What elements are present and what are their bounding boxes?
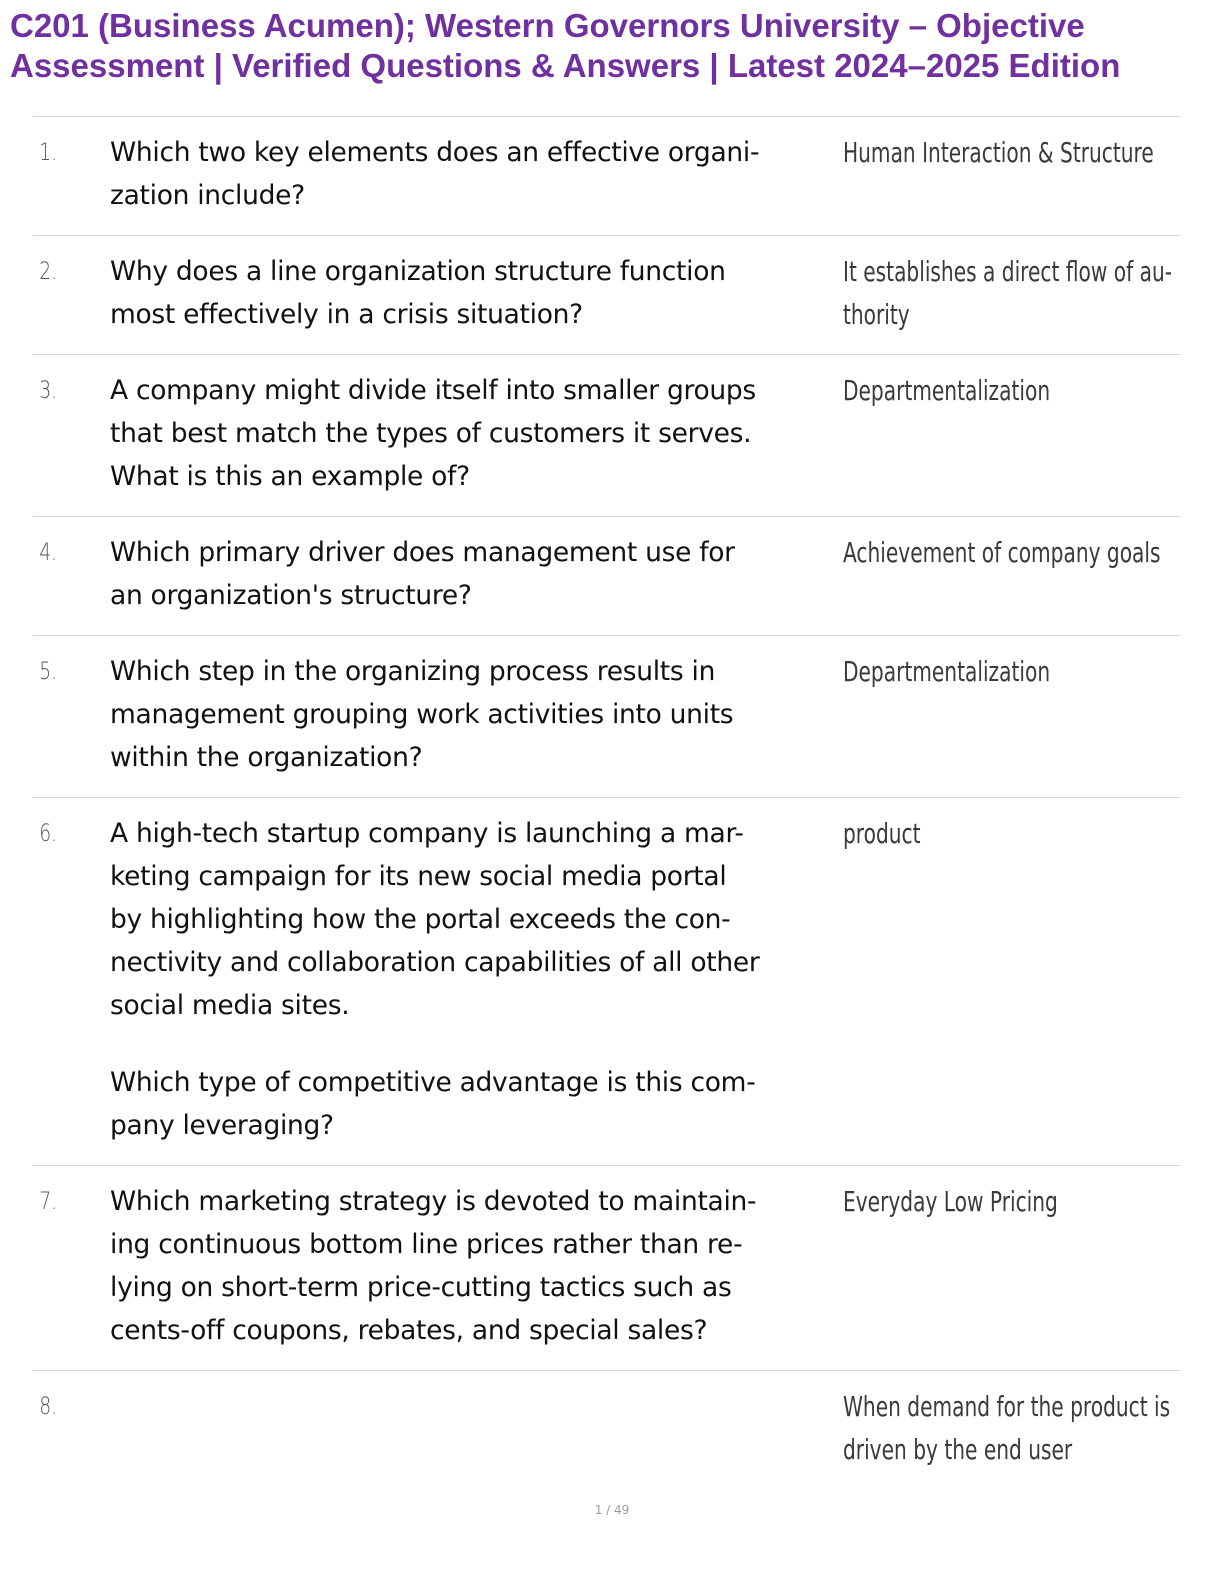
answer-line: thority [843,298,910,331]
question-line: A company might divide itself into smaller groups [110,375,756,406]
question-line: A high-tech startup company is launching a mar- [110,818,744,849]
question-line: cents-off coupons, rebates, and special sales? [110,1315,708,1346]
qa-item-5 [33,636,1181,798]
question-line: management grouping work activities into units [110,699,734,730]
question-text [110,131,843,217]
question-text [110,369,843,498]
question-text [110,650,843,779]
answer-line: Human Interaction & Structure [843,136,1154,169]
question-line: What is this an example of? [110,461,470,492]
answer-line: When demand for the product is [843,1390,1171,1423]
answer-text [843,131,1224,217]
question-line: Which primary driver does management use for [110,537,735,568]
qa-list [33,116,1181,1471]
question-line: Which marketing strategy is devoted to maintain- [110,1186,757,1217]
question-line: ing continuous bottom line prices rather than re- [110,1229,743,1260]
answer-line: Departmentalization [843,655,1051,688]
question-line: within the organization? [110,742,423,773]
answer-text [843,369,1181,498]
question-text [110,1180,843,1352]
qa-item-8 [33,1371,1181,1471]
answer-text [843,531,1224,617]
qa-item-3 [33,355,1181,517]
question-followup-line: pany leveraging? [110,1110,334,1141]
answer-text [843,1385,1224,1471]
answer-line: driven by the end user [843,1433,1073,1466]
answer-line: Departmentalization [843,374,1051,407]
answer-text [843,650,1181,779]
question-line: zation include? [110,180,305,211]
answer-line: Everyday Low Pricing [843,1185,1058,1218]
question-line: an organization's structure? [110,580,472,611]
answer-text [843,812,1181,1147]
question-text-empty [110,1385,843,1471]
question-number: 6. [39,819,58,847]
question-line: Which step in the organizing process results in [110,656,716,687]
question-line: lying on short-term price-cutting tactics such as [110,1272,732,1303]
answer-line: Achievement of company goals [843,536,1161,569]
question-text [110,531,843,617]
question-followup-line: Which type of competitive advantage is this com- [110,1067,756,1098]
qa-item-2 [33,236,1181,355]
qa-item-7 [33,1166,1181,1371]
question-line: keting campaign for its new social media portal [110,861,727,892]
answer-line: It establishes a direct flow of au- [843,255,1173,288]
question-line: nectivity and collaboration capabilities of all other [110,947,760,978]
question-number: 4. [39,538,58,566]
question-line: most effectively in a crisis situation? [110,299,583,330]
qa-item-1 [33,117,1181,236]
qa-item-6 [33,798,1181,1166]
question-number: 3. [39,376,58,404]
page-indicator: 1 / 49 [594,1503,630,1517]
question-number: 8. [39,1392,58,1420]
document-title: C201 (Business Acumen); Western Governors University – Objective Assessment | Verified Questions & Answers | Latest 2024–2025 Edition [10,7,1121,84]
question-line: that best match the types of customers it serves. [110,418,752,449]
answer-text [843,1180,1181,1352]
question-number: 7. [39,1187,58,1215]
question-text [110,250,843,336]
question-line: Why does a line organization structure function [110,256,726,287]
question-number: 1. [39,138,58,166]
answer-line: product [843,817,921,850]
question-text [110,812,843,1147]
answer-text [843,250,1224,336]
question-line: Which two key elements does an effective organi- [110,137,760,168]
question-line: social media sites. [110,990,350,1021]
question-number: 5. [39,657,58,685]
question-number: 2. [39,257,58,285]
question-line: by highlighting how the portal exceeds the con- [110,904,731,935]
qa-item-4 [33,517,1181,636]
